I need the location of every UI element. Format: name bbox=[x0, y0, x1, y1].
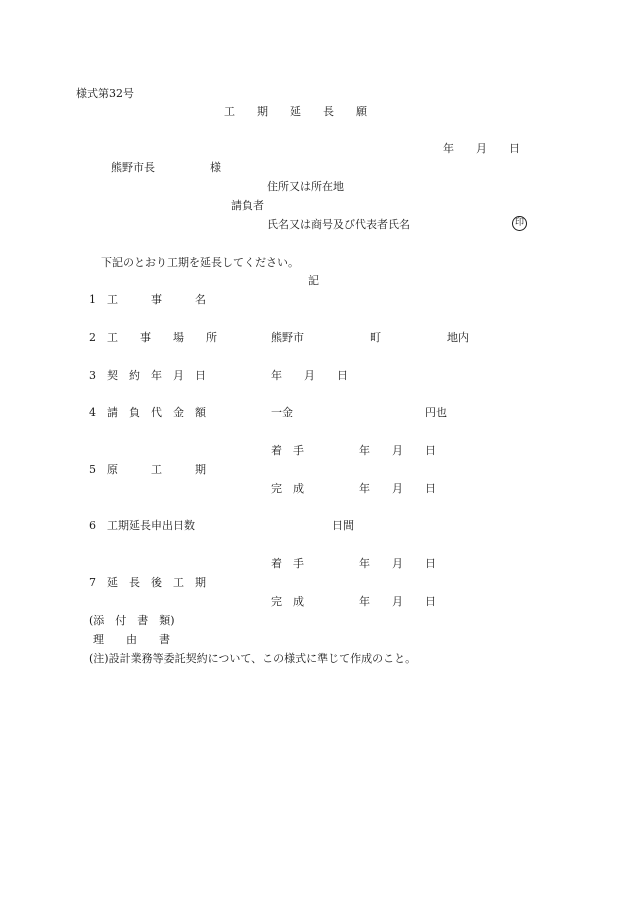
name-label: 氏名又は商号及び代表者氏名 bbox=[267, 218, 410, 231]
item-1-label: 1 工 事 名 bbox=[89, 293, 206, 306]
item-6-label: 6 工期延長申出日数 bbox=[89, 519, 195, 532]
item-7-label: 7 延 長 後 工 期 bbox=[89, 576, 206, 589]
reason-document: 理 由 書 bbox=[93, 633, 170, 646]
ki-heading: 記 bbox=[308, 274, 319, 287]
footnote: (注)設計業務等委託契約について、この様式に準じて作成のこと。 bbox=[89, 652, 417, 665]
item-7-end: 完 成 年 月 日 bbox=[271, 595, 436, 608]
item-5-start: 着 手 年 月 日 bbox=[271, 444, 436, 457]
item-6-value: 日間 bbox=[332, 519, 354, 532]
page-title: 工 期 延 長 願 bbox=[224, 105, 367, 118]
item-5-end: 完 成 年 月 日 bbox=[271, 482, 436, 495]
item-5-label: 5 原 工 期 bbox=[89, 463, 206, 476]
item-4-label: 4 請 負 代 金 額 bbox=[89, 406, 206, 419]
attachments-label: (添 付 書 類) bbox=[89, 614, 175, 627]
date-line: 年 月 日 bbox=[443, 142, 520, 155]
item-7-start: 着 手 年 月 日 bbox=[271, 557, 436, 570]
item-4-value: 一金 円也 bbox=[271, 406, 447, 419]
item-3-value: 年 月 日 bbox=[271, 369, 348, 382]
contractor-label: 請負者 bbox=[231, 199, 264, 212]
intro-text: 下記のとおり工期を延長してください。 bbox=[101, 256, 299, 269]
addressee: 熊野市長 様 bbox=[111, 161, 221, 174]
item-3-label: 3 契 約 年 月 日 bbox=[89, 369, 206, 382]
address-label: 住所又は所在地 bbox=[267, 180, 344, 193]
item-2-label: 2 工 事 場 所 bbox=[89, 331, 217, 344]
form-number: 様式第32号 bbox=[76, 87, 134, 100]
seal-mark: 印 bbox=[512, 216, 527, 231]
item-2-value: 熊野市 町 地内 bbox=[271, 331, 469, 344]
